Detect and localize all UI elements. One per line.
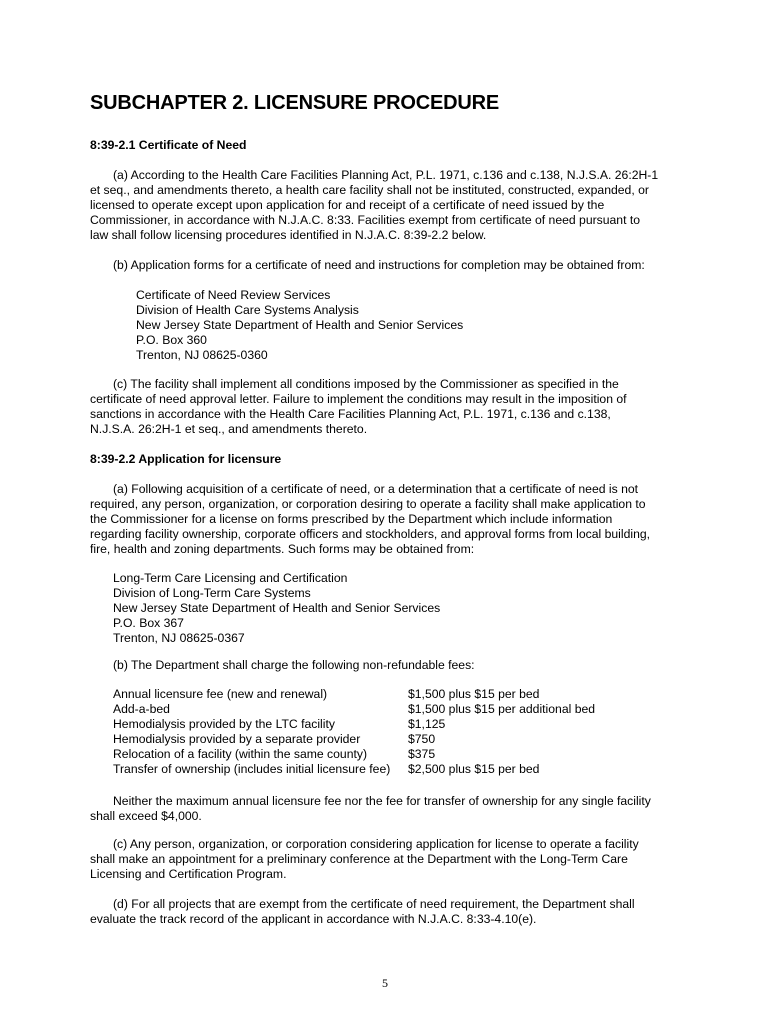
paragraph-line: required, any person, organization, or corporation desiring to operate a facility shall make application to xyxy=(90,497,646,511)
paragraph-line: (b) Application forms for a certificate of need and instructions for completion may be obtained from: xyxy=(113,258,645,272)
paragraph-2-1-b xyxy=(90,258,685,273)
fee-item: Hemodialysis provided by a separate provider xyxy=(113,732,361,746)
fee-table xyxy=(113,687,673,777)
address-block-certificate-of-need xyxy=(136,288,463,363)
paragraph-line: (c) Any person, organization, or corporation considering application for license to operate a facility xyxy=(113,837,639,851)
fee-amount: $2,500 plus $15 per bed xyxy=(408,762,540,776)
page-title: SUBCHAPTER 2. LICENSURE PROCEDURE xyxy=(90,92,500,114)
paragraph-2-1-c xyxy=(90,377,685,437)
fee-item: Relocation of a facility (within the same county) xyxy=(113,747,368,761)
table-row xyxy=(113,702,673,717)
paragraph-2-2-a xyxy=(90,482,685,557)
fee-amount: $375 xyxy=(408,747,436,761)
address-block-ltc-licensing xyxy=(113,571,440,646)
paragraph-line: evaluate the track record of the applicant in accordance with N.J.A.C. 8:33-4.10(e). xyxy=(90,912,537,926)
paragraph-line: (d) For all projects that are exempt from the certificate of need requirement, the Department shall xyxy=(113,897,635,911)
paragraph-line: (a) Following acquisition of a certificate of need, or a determination that a certificate of need is not xyxy=(113,482,639,496)
fee-item: Add-a-bed xyxy=(113,702,170,716)
address-line: P.O. Box 360 xyxy=(136,333,207,347)
paragraph-fee-maximum xyxy=(90,794,685,824)
table-row xyxy=(113,762,673,777)
paragraph-line: certificate of need approval letter. Failure to implement the conditions may result in the imposition of xyxy=(90,392,627,406)
paragraph-line: (c) The facility shall implement all conditions imposed by the Commissioner as specified in the xyxy=(113,377,619,391)
paragraph-line: shall exceed $4,000. xyxy=(90,809,202,823)
fee-item: Hemodialysis provided by the LTC facility xyxy=(113,717,335,731)
paragraph-line: licensed to operate except upon application for and receipt of a certificate of need issued by the xyxy=(90,198,605,212)
page-number: 5 xyxy=(382,976,388,990)
paragraph-2-2-c xyxy=(90,837,685,882)
paragraph-line: Neither the maximum annual licensure fee nor the fee for transfer of ownership for any single facility xyxy=(113,794,651,808)
paragraph-line: Commissioner, in accordance with N.J.A.C. 8:33. Facilities exempt from certificate of need pursuant to xyxy=(90,213,641,227)
paragraph-2-2-d xyxy=(90,897,685,927)
address-line: P.O. Box 367 xyxy=(113,616,184,630)
section-heading-certificate-of-need: 8:39-2.1 Certificate of Need xyxy=(90,138,247,152)
table-row xyxy=(113,717,673,732)
table-row xyxy=(113,687,673,702)
paragraph-line: et seq., and amendments thereto, a health care facility shall not be instituted, constructed, expanded, or xyxy=(90,183,649,197)
fee-amount: $1,500 plus $15 per additional bed xyxy=(408,702,596,716)
paragraph-line: (a) According to the Health Care Facilities Planning Act, P.L. 1971, c.136 and c.138, N.J.S.A. 26:2H-1 xyxy=(113,168,659,182)
table-row xyxy=(113,747,673,762)
fee-amount: $1,125 xyxy=(408,717,446,731)
paragraph-line: fire, health and zoning departments. Such forms may be obtained from: xyxy=(90,542,475,556)
fee-amount: $1,500 plus $15 per bed xyxy=(408,687,540,701)
paragraph-2-2-b xyxy=(90,658,685,673)
paragraph-line: the Commissioner for a license on forms prescribed by the Department which include information xyxy=(90,512,613,526)
paragraph-line: regarding facility ownership, corporate officers and stockholders, and approval forms from local building, xyxy=(90,527,651,541)
address-line: Trenton, NJ 08625-0367 xyxy=(113,631,245,645)
paragraph-line: N.J.S.A. 26:2H-1 et seq., and amendments thereto. xyxy=(90,422,368,436)
paragraph-line: Licensing and Certification Program. xyxy=(90,867,287,881)
table-row xyxy=(113,732,673,747)
address-line: Division of Long-Term Care Systems xyxy=(113,586,311,600)
fee-amount: $750 xyxy=(408,732,436,746)
fee-item: Transfer of ownership (includes initial licensure fee) xyxy=(113,762,391,776)
address-line: New Jersey State Department of Health and Senior Services xyxy=(113,601,441,615)
address-line: New Jersey State Department of Health and Senior Services xyxy=(136,318,464,332)
address-line: Certificate of Need Review Services xyxy=(136,288,331,302)
paragraph-2-1-a xyxy=(90,168,685,243)
paragraph-line: sanctions in accordance with the Health Care Facilities Planning Act, P.L. 1971, c.136 and c.138, xyxy=(90,407,611,421)
address-line: Long-Term Care Licensing and Certification xyxy=(113,571,348,585)
paragraph-line: (b) The Department shall charge the following non-refundable fees: xyxy=(113,658,475,672)
address-line: Division of Health Care Systems Analysis xyxy=(136,303,359,317)
address-line: Trenton, NJ 08625-0360 xyxy=(136,348,268,362)
paragraph-line: law shall follow licensing procedures identified in N.J.A.C. 8:39-2.2 below. xyxy=(90,228,487,242)
fee-item: Annual licensure fee (new and renewal) xyxy=(113,687,328,701)
section-heading-application-for-licensure: 8:39-2.2 Application for licensure xyxy=(90,452,282,466)
paragraph-line: shall make an appointment for a preliminary conference at the Department with the Long-Term Care xyxy=(90,852,628,866)
